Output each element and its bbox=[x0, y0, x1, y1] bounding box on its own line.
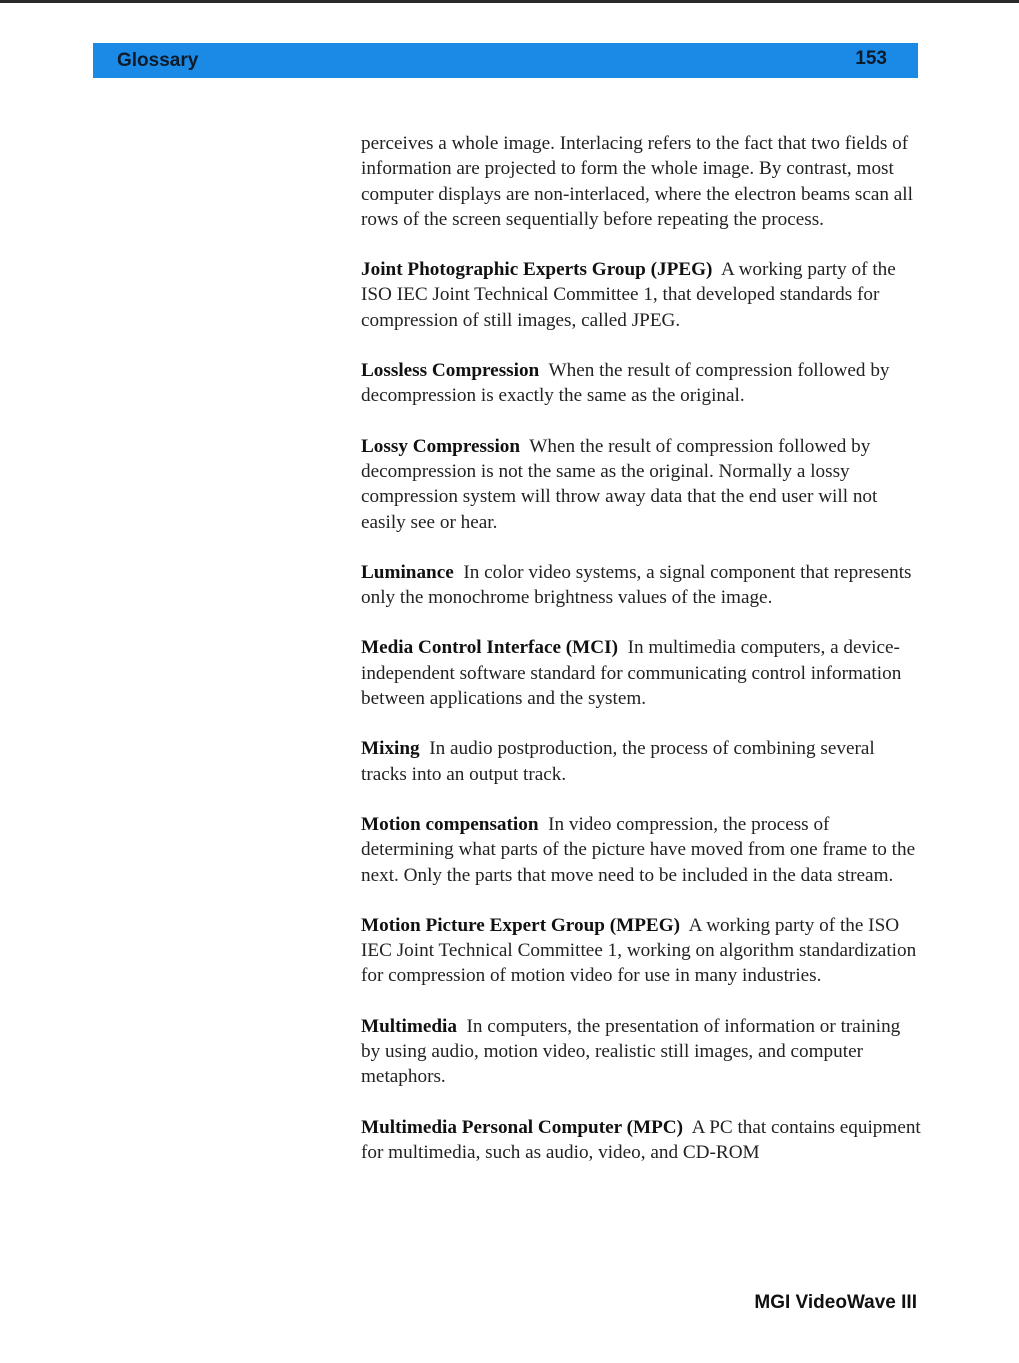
entry-definition: In computers, the presentation of information or training by using audio, motion video, realistic still images, and computer metaphors. bbox=[361, 1015, 901, 1088]
entry-term: Mixing bbox=[361, 738, 420, 760]
entry-term: Media Control Interface (MCI) bbox=[361, 637, 619, 659]
entry-term: Lossless Compression bbox=[361, 360, 540, 382]
header-bar bbox=[93, 43, 918, 78]
entry-definition: When the result of compression followed by decompression is not the same as the original. Normally a lossy compression system will throw away data that the end user will not easily see or hear. bbox=[361, 435, 878, 533]
entry-term: Luminance bbox=[361, 561, 454, 583]
glossary-entry bbox=[361, 635, 921, 711]
entry-definition: A working party of the ISO IEC Joint Technical Committee 1, that developed standards for compression of still images, called JPEG. bbox=[361, 259, 896, 331]
glossary-entry bbox=[361, 358, 921, 409]
continuation-text: perceives a whole image. Interlacing refers to the fact that two fields of information are projected to form the whole image. By contrast, most computer displays are non-interlaced, where the electron beams scan all rows of the screen sequentially before repeating the process. bbox=[361, 133, 913, 230]
entry-term: Motion compensation bbox=[361, 813, 539, 835]
entry-definition: In multimedia computers, a device-independent software standard for communicating control information between applications and the system. bbox=[361, 637, 902, 710]
footer-product-name: MGI VideoWave III bbox=[754, 1292, 917, 1313]
entry-definition: In audio postproduction, the process of combining several tracks into an output track. bbox=[361, 738, 875, 785]
glossary-entry bbox=[361, 913, 921, 989]
entry-term: Multimedia Personal Computer (MPC) bbox=[361, 1116, 684, 1138]
entry-definition: In color video systems, a signal component that represents only the monochrome brightness values of the image. bbox=[361, 561, 912, 609]
entry-definition: In video compression, the process of determining what parts of the picture have moved from one frame to the next. Only the parts that move need to be included in the data stream. bbox=[361, 813, 916, 886]
section-title: Glossary bbox=[117, 50, 199, 71]
entry-definition: A PC that contains equipment for multimedia, such as audio, video, and CD-ROM bbox=[361, 1116, 921, 1163]
entry-definition: A working party of the ISO IEC Joint Technical Committee 1, working on algorithm standardization for compression of motion video for use in many industries. bbox=[361, 914, 917, 987]
continuation-paragraph bbox=[361, 131, 921, 232]
entry-term: Motion Picture Expert Group (MPEG) bbox=[361, 914, 681, 936]
top-rule bbox=[0, 0, 1019, 3]
entry-term: Multimedia bbox=[361, 1015, 457, 1037]
entry-definition: When the result of compression followed by decompression is exactly the same as the original. bbox=[361, 360, 890, 407]
glossary-entry bbox=[361, 812, 921, 888]
glossary-entry bbox=[361, 434, 921, 535]
glossary-content bbox=[361, 131, 921, 1190]
glossary-entry bbox=[361, 1014, 921, 1090]
glossary-entry bbox=[361, 1115, 921, 1166]
glossary-entry bbox=[361, 560, 921, 611]
entry-term: Joint Photographic Experts Group (JPEG) bbox=[361, 259, 713, 281]
entry-term: Lossy Compression bbox=[361, 435, 521, 457]
glossary-entry bbox=[361, 257, 921, 333]
page-number: 153 bbox=[855, 48, 887, 69]
glossary-entry bbox=[361, 736, 921, 787]
